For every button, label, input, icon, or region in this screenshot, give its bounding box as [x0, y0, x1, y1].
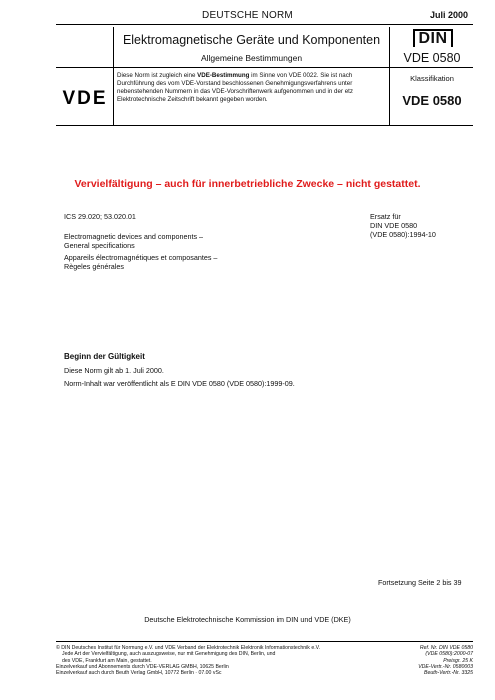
footer-divider [56, 641, 473, 642]
committee-name: Deutsche Elektrotechnische Kommission im DIN und VDE (DKE) [144, 615, 351, 624]
replaces-block [370, 212, 436, 240]
document-subtitle: Allgemeine Bestimmungen [200, 53, 303, 63]
continuation-note: Fortsetzung Seite 2 bis 39 [378, 578, 462, 587]
english-title-line: Electromagnetic devices and components – [64, 232, 204, 241]
logo-divider [113, 67, 114, 125]
replaces-line: Ersatz für [370, 212, 401, 221]
footer-line: © DIN Deutsches Institut für Normung e.V. und VDE Verband der Elektrotechnik Elektronik Informationstechnik e.V. [56, 645, 321, 651]
vde-logo-text: VDE [62, 88, 108, 109]
classification-value: VDE 0580 [402, 93, 462, 108]
english-title-line: General specifications [64, 241, 135, 251]
validity-draft-note: Norm-Inhalt war veröffentlicht als E DIN VDE 0580 (VDE 0580):1999-09. [64, 379, 295, 388]
notice-row-divider [56, 125, 473, 126]
title-row-divider [56, 67, 473, 68]
validity-date: Diese Norm gilt ab 1. Juli 2000. [64, 366, 164, 375]
replaces-line: (VDE 0580):1994-10 [370, 230, 436, 240]
reference-line: Ref. Nr. DIN VDE 0580 [419, 645, 473, 651]
copy-warning: Vervielfältigung – auch für innerbetriebliche Zwecke – nicht gestattet. [74, 178, 421, 190]
standard-number: VDE 0580 [403, 51, 461, 65]
french-title-line: Appareils électromagnétiques et composantes – [64, 253, 218, 262]
notice-post: im Sinne von VDE 0022. Sie ist nach Durchführung des vom VDE-Vorstand beschlossenen Genehmigungsverfahrens unter nebenstehenden Nummern in das VDE-Vorschriftenwerk aufgenommen und in der etz Elektrotechnische Zeitschrift bekannt gegeben worden. [117, 72, 353, 103]
footer-line: Jede Art der Vervielfältigung, auch auszugsweise, nur mit Genehmigung des DIN, Berlin, und [62, 651, 276, 658]
vde-notice [117, 72, 386, 104]
french-title [64, 253, 217, 271]
din-logo: DIN [400, 29, 466, 48]
reference-line: Preisgr. 25 K [443, 657, 473, 664]
document-title: Elektromagnetische Geräte und Komponenten [122, 33, 381, 47]
classification-label: Klassifikation [410, 74, 454, 83]
notice-pre: Diese Norm ist zugleich eine [117, 72, 198, 79]
ics-code: ICS 29.020; 53.020.01 [64, 212, 136, 221]
english-title [64, 232, 203, 250]
footer-line: Einzelverkauf und Abonnements durch VDE-VERLAG GMBH, 10625 Berlin [56, 663, 229, 670]
replaces-line: DIN VDE 0580 [370, 221, 418, 231]
french-title-line: Règeles générales [64, 262, 124, 272]
reference-line: VDE-Vertr.-Nr. 0580003 [418, 663, 473, 670]
header-divider [56, 24, 473, 25]
footer-line: Einzelverkauf auch durch Beuth Verlag GmbH, 10772 Berlin · 07.00 vSc [56, 670, 222, 677]
notice-bold: VDE-Bestimmung [197, 72, 250, 79]
reference-line: (VDE 0580):2000-07 [425, 651, 473, 658]
vde-logo [58, 85, 112, 109]
document-series: DEUTSCHE NORM [202, 10, 293, 21]
validity-heading: Beginn der Gültigkeit [64, 352, 145, 361]
reference-line: Beuth-Vertr.-Nr. 3325 [423, 670, 473, 677]
footer-line: des VDE, Frankfurt am Main, gestattet. [62, 657, 152, 664]
reference-numbers [380, 645, 473, 676]
publication-date: Juli 2000 [429, 10, 468, 20]
